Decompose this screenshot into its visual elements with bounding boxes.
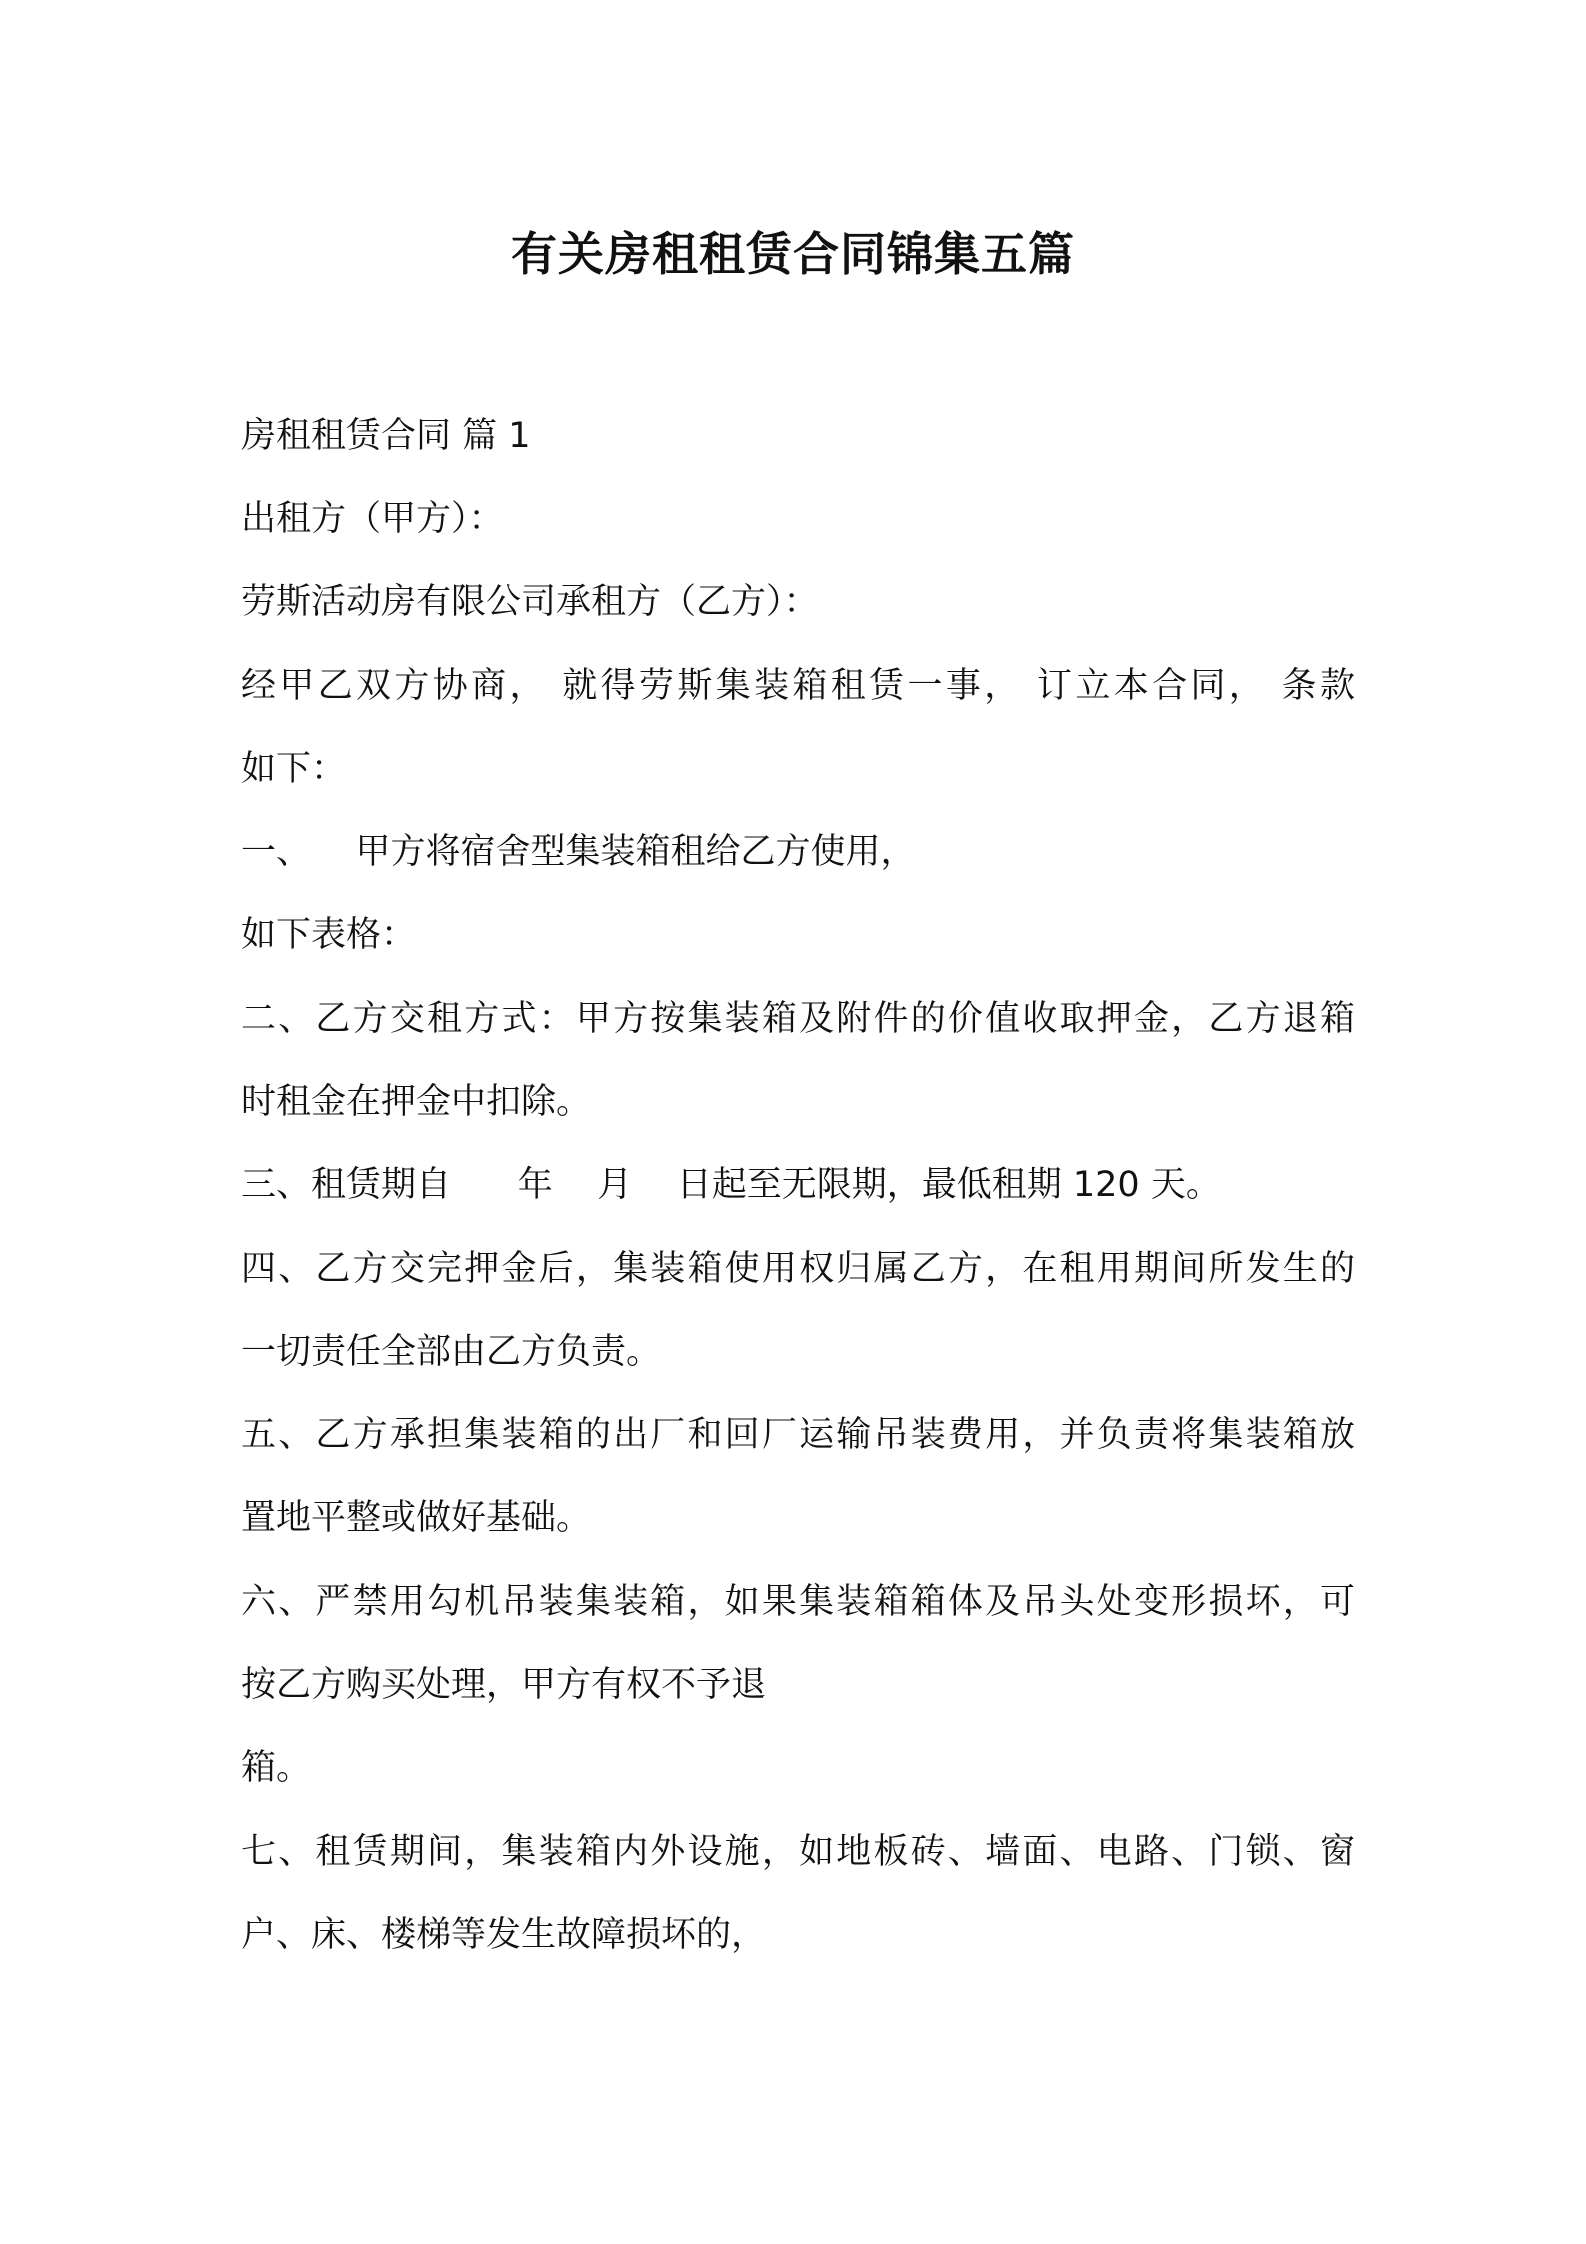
paragraph-line: 置地平整或做好基础。 [241,1498,592,1538]
paragraph-line: 如下： [241,749,347,789]
paragraph-line: 户、床、楼梯等发生故障损坏的， [241,1915,767,1955]
paragraph-line: 如下表格： [241,915,417,955]
paragraph-line: 时租金在押金中扣除。 [241,1082,592,1122]
paragraph-line: 经甲乙双方协商， 就得劳斯集装箱租赁一事， 订立本合同， 条款 [241,666,1355,706]
document-title: 有关房租租赁合同锦集五篇 [511,227,1075,281]
paragraph-line: 一切责任全部由乙方负责。 [241,1332,662,1372]
paragraph-line: 二、乙方交租方式：甲方按集装箱及附件的价值收取押金，乙方退箱 [241,999,1355,1039]
paragraph-line: 六、严禁用勾机吊装集装箱，如果集装箱箱体及吊头处变形损坏，可 [241,1582,1355,1622]
paragraph-line: 箱。 [241,1748,312,1788]
paragraph-line: 按乙方购买处理，甲方有权不予退 [241,1665,767,1705]
paragraph-line: 出租方（甲方）： [241,499,504,539]
paragraph-line: 四、乙方交完押金后，集装箱使用权归属乙方，在租用期间所发生的 [241,1249,1355,1289]
paragraph-line: 五、乙方承担集装箱的出厂和回厂运输吊装费用，并负责将集装箱放 [241,1415,1355,1455]
section-heading: 房租租赁合同 篇 1 [241,416,531,456]
paragraph-line: 三、租赁期自 年 月 日起至无限期，最低租期 120 天。 [241,1165,1221,1205]
paragraph-line: 劳斯活动房有限公司承租方（乙方）： [241,582,819,622]
paragraph-line: 七、租赁期间，集装箱内外设施，如地板砖、墙面、电路、门锁、窗 [241,1832,1355,1872]
paragraph-line: 一、 甲方将宿舍型集装箱租给乙方使用， [241,832,916,872]
